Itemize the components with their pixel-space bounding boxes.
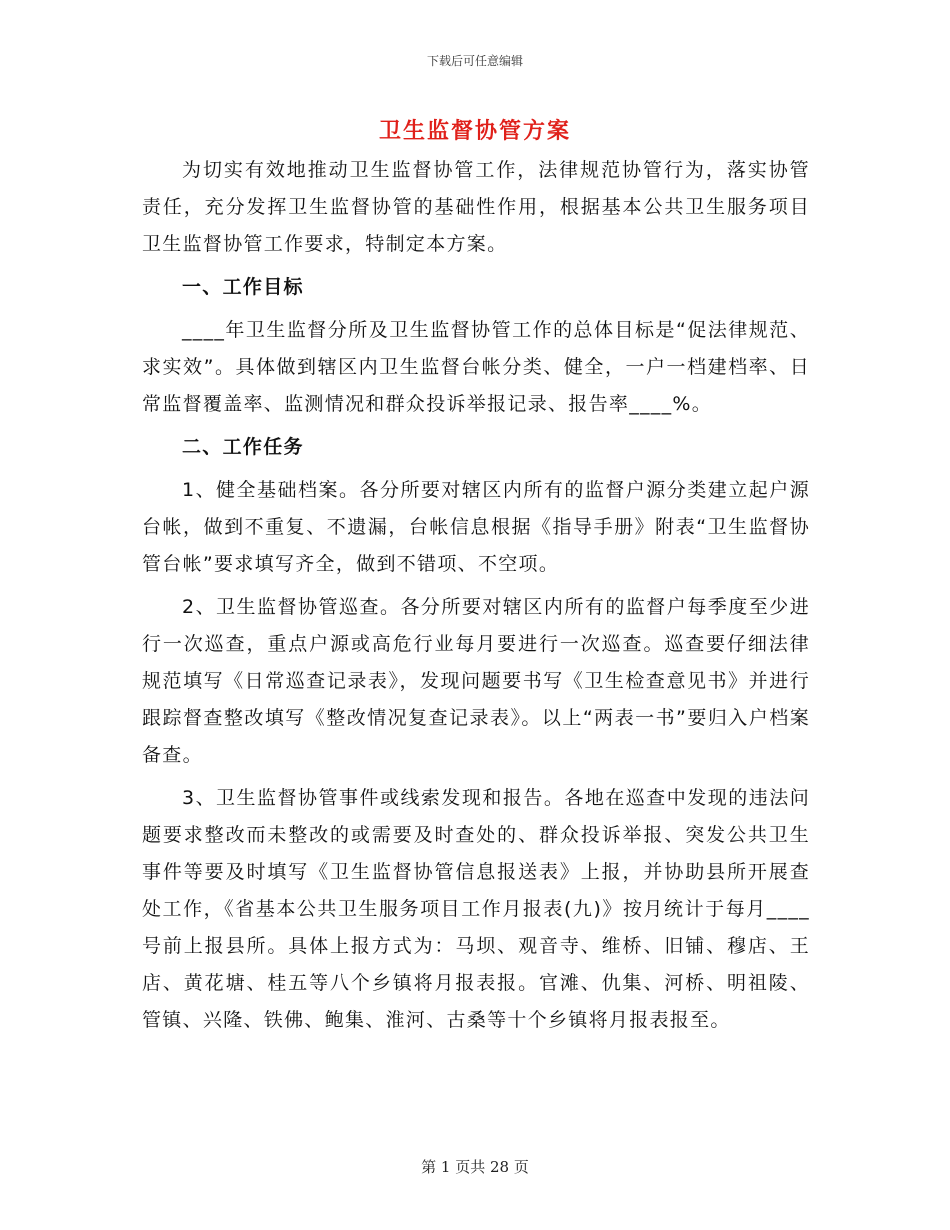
page-header: 下载后可任意编辑 xyxy=(426,54,523,68)
task-2-paragraph: 2、卫生监督协管巡查。各分所要对辖区内所有的监督户每季度至少进行一次巡查，重点户源或高危行业每月要进行一次巡查。巡查要仔细法律规范填写《日常巡查记录表》，发现问题要书写《卫生检查意见书》并进行跟踪督查整改填写《整改情况复查记录表》。以上“两表一书”要归入户档案备查。 xyxy=(142,596,810,766)
section-heading-tasks: 二、工作任务 xyxy=(182,436,304,458)
task-1-paragraph: 1、健全基础档案。各分所要对辖区内所有的监督户源分类建立起户源台帐，做到不重复、不遗漏，台帐信息根据《指导手册》附表“卫生监督协管台帐”要求填写齐全，做到不错项、不空项。 xyxy=(142,479,810,575)
goals-paragraph: ____年卫生监督分所及卫生监督协管工作的总体目标是“促法律规范、求实效”。具体做到辖区内卫生监督台帐分类、健全，一户一档建档率、日常监督覆盖率、监测情况和群众投诉举报记录、报告率____%。 xyxy=(142,319,810,415)
section-heading-goals: 一、工作目标 xyxy=(182,276,304,298)
intro-paragraph: 为切实有效地推动卫生监督协管工作，法律规范协管行为，落实协管责任，充分发挥卫生监督协管的基础性作用，根据基本公共卫生服务项目卫生监督协管工作要求，特制定本方案。 xyxy=(142,159,810,255)
page-footer: 第 1 页共 28 页 xyxy=(421,1158,529,1176)
document-title: 卫生监督协管方案 xyxy=(378,119,571,144)
document-body xyxy=(142,152,810,1039)
task-3-paragraph: 3、卫生监督协管事件或线索发现和报告。各地在巡查中发现的违法问题要求整改而未整改的或需要及时查处的、群众投诉举报、突发公共卫生事件等要及时填写《卫生监督协管信息报送表》上报，并协助县所开展查处工作，《省基本公共卫生服务项目工作月报表(九)》按月统计于每月____号前上报县所。具体上报方式为：马坝、观音寺、维桥、旧铺、穆店、王店、黄花塘、桂五等八个乡镇将月报表报。官滩、仇集、河桥、明祖陵、管镇、兴隆、铁佛、鲍集、淮河、古桑等十个乡镇将月报表报至。 xyxy=(142,787,810,1031)
